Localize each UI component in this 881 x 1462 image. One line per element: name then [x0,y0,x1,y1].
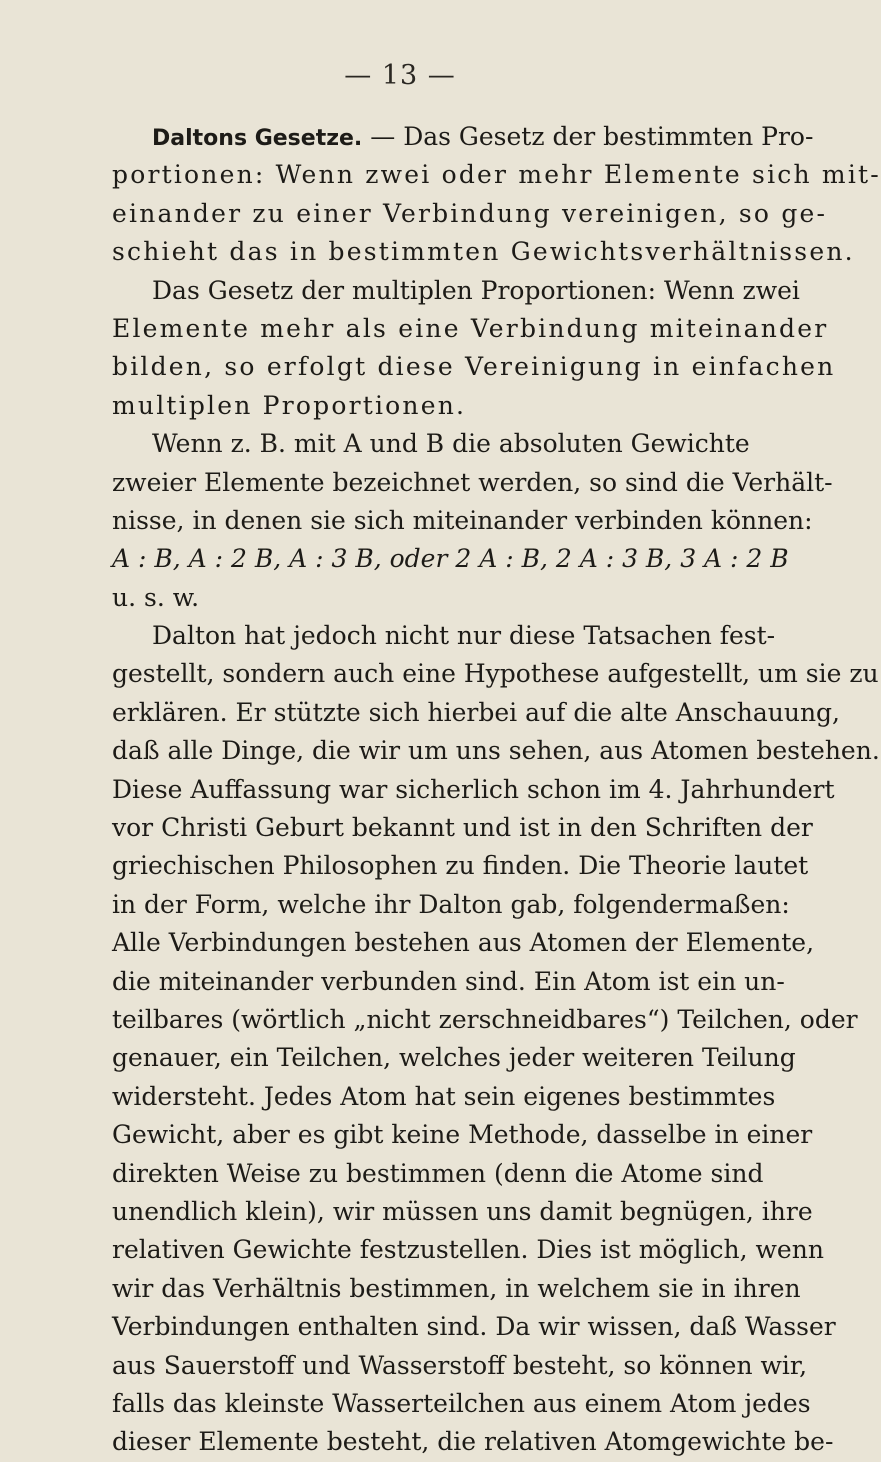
text-line: Verbindungen enthalten sind. Da wir wissen, daß Wasser [112,1312,836,1342]
text-line: zweier Elemente bezeichnet werden, so sind die Verhält- [112,467,833,497]
text-line: wir das Verhältnis bestimmen, in welchem sie in ihren [112,1273,801,1303]
text-line: Dalton hat jedoch nicht nur diese Tatsachen fest- [152,621,776,651]
formula-line: A : B, A : 2 B, A : 3 B, oder 2 A : B, 2 A : 3 B, 3 A : 2 B [112,544,789,574]
text-line: dieser Elemente besteht, die relativen Atomgewichte be- [112,1427,834,1457]
text-line: bilden, so erfolgt diese Vereinigung in einfachen [112,352,836,382]
text-line: Gewicht, aber es gibt keine Methode, dasselbe in einer [112,1120,813,1150]
text-line: erklären. Er stützte sich hierbei auf die alte Anschauung, [112,697,841,727]
text-line: daß alle Dinge, die wir um uns sehen, aus Atomen bestehen. [112,736,880,766]
text-line: aus Sauerstoff und Wasserstoff besteht, so können wir, [112,1350,808,1380]
text-line: vor Christi Geburt bekannt und ist in den Schriften der [112,813,813,843]
text-line: in der Form, welche ihr Dalton gab, folgendermaßen: [112,889,790,919]
text-line: multiplen Proportionen. [112,390,467,420]
text-line: Diese Auffassung war sicherlich schon im 4. Jahrhundert [112,774,835,804]
page-number: — 13 — [344,60,456,91]
body-text [112,118,881,1462]
text-line: nisse, in denen sie sich miteinander verbinden können: [112,505,813,535]
text-line: direkten Weise zu bestimmen (denn die Atome sind [112,1158,764,1188]
text-line [112,118,814,156]
text-line: gestellt, sondern auch eine Hypothese aufgestellt, um sie zu [112,659,879,689]
text-line: Wenn z. B. mit A und B die absoluten Gewichte [152,429,750,459]
text-line: falls das kleinste Wasserteilchen aus einem Atom jedes [112,1388,811,1418]
text-line: einander zu einer Verbindung vereinigen, so ge- [112,198,828,228]
text-line: teilbares (wörtlich „nicht zerschneidbares“) Teilchen, oder [112,1004,858,1034]
text-line-content: — Das Gesetz der bestimmten Pro- [362,122,814,151]
text-line: portionen: Wenn zwei oder mehr Elemente sich mit- [112,160,881,190]
text-line: die miteinander verbunden sind. Ein Atom ist ein un- [112,966,785,996]
text-line: unendlich klein), wir müssen uns damit begnügen, ihre [112,1196,813,1226]
text-line: relativen Gewichte festzustellen. Dies ist möglich, wenn [112,1235,824,1265]
text-line: u. s. w. [112,582,200,612]
text-line: Das Gesetz der multiplen Proportionen: Wenn zwei [152,275,800,305]
text-line: schieht das in bestimmten Gewichtsverhältnissen. [112,237,855,267]
text-line: widersteht. Jedes Atom hat sein eigenes bestimmtes [112,1081,776,1111]
section-heading: Daltons Gesetze. [152,126,363,151]
text-line: genauer, ein Teilchen, welches jeder weiteren Teilung [112,1043,796,1073]
text-line: Alle Verbindungen bestehen aus Atomen der Elemente, [112,928,815,958]
text-line: griechischen Philosophen zu finden. Die Theorie lautet [112,851,809,881]
text-line: Elemente mehr als eine Verbindung miteinander [112,313,829,343]
